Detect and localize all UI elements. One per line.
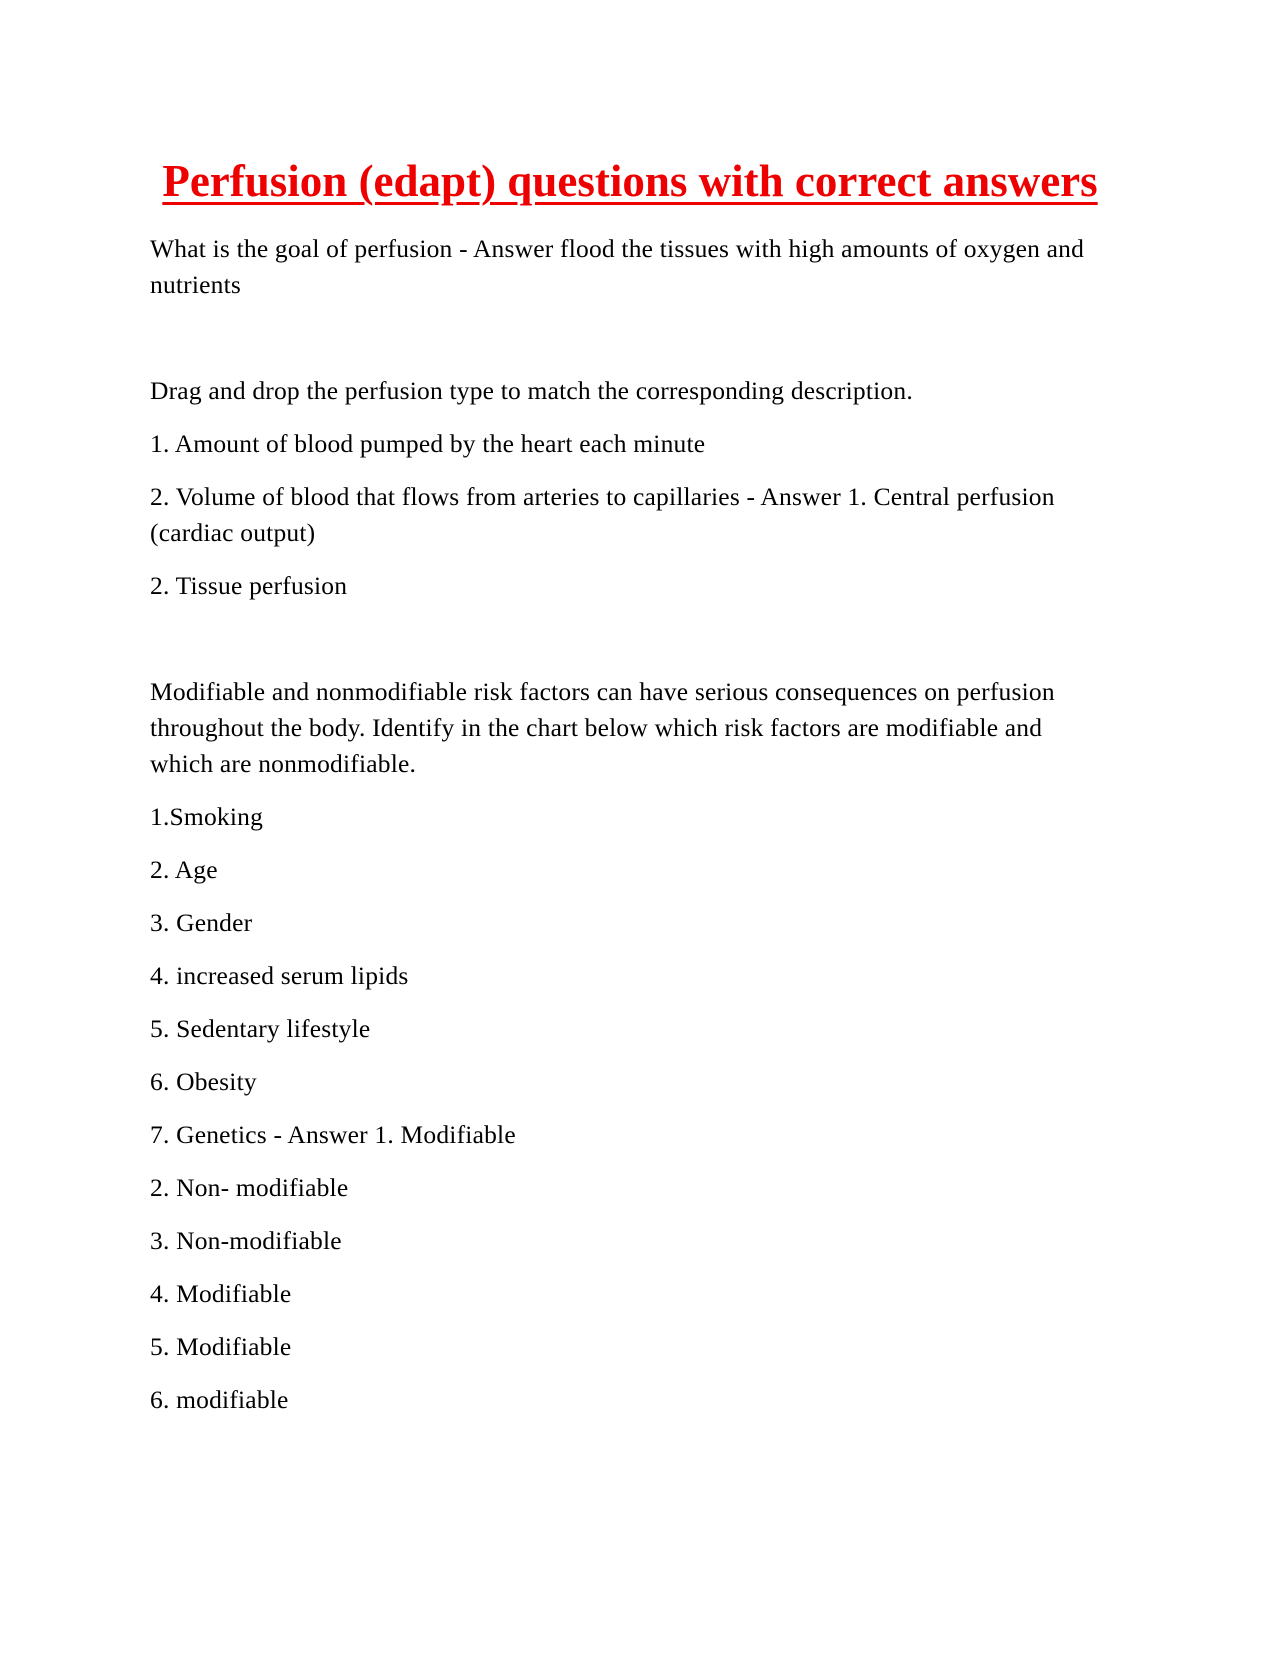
- question-line: 2. Non- modifiable: [150, 1173, 349, 1202]
- question-line: 6. modifiable: [150, 1385, 289, 1414]
- document-title: Perfusion (edapt) questions with correct answers: [162, 156, 1098, 206]
- question-prompt: Drag and drop the perfusion type to match the corresponding description.: [150, 376, 913, 405]
- question-line: 2. Volume of blood that flows from arteries to capillaries - Answer 1. Central perfusion (cardiac output): [150, 482, 1055, 547]
- question-line: 5. Modifiable: [150, 1332, 292, 1361]
- question-line: 7. Genetics - Answer 1. Modifiable: [150, 1120, 516, 1149]
- question-line: 2. Age: [150, 855, 218, 884]
- question-prompt: Modifiable and nonmodifiable risk factors can have serious consequences on perfusion throughout the body. Identify in the chart below which risk factors are modifiable and which are nonmodifiable.: [150, 677, 1055, 778]
- question-line: 4. Modifiable: [150, 1279, 292, 1308]
- document-page: [150, 150, 1110, 1435]
- question-line: 5. Sedentary lifestyle: [150, 1014, 371, 1043]
- question-line: 3. Gender: [150, 908, 253, 937]
- question-line: 1. Amount of blood pumped by the heart each minute: [150, 429, 706, 458]
- question-line: 1.Smoking: [150, 802, 264, 831]
- question-line: 2. Tissue perfusion: [150, 571, 348, 600]
- question-goal-of-perfusion: What is the goal of perfusion - Answer flood the tissues with high amounts of oxygen and nutrients: [150, 234, 1085, 299]
- question-risk-factors: [150, 674, 1110, 1418]
- question-line: 6. Obesity: [150, 1067, 257, 1096]
- question-line: 3. Non-modifiable: [150, 1226, 342, 1255]
- question-line: 4. increased serum lipids: [150, 961, 409, 990]
- question-perfusion-types: [150, 373, 1110, 604]
